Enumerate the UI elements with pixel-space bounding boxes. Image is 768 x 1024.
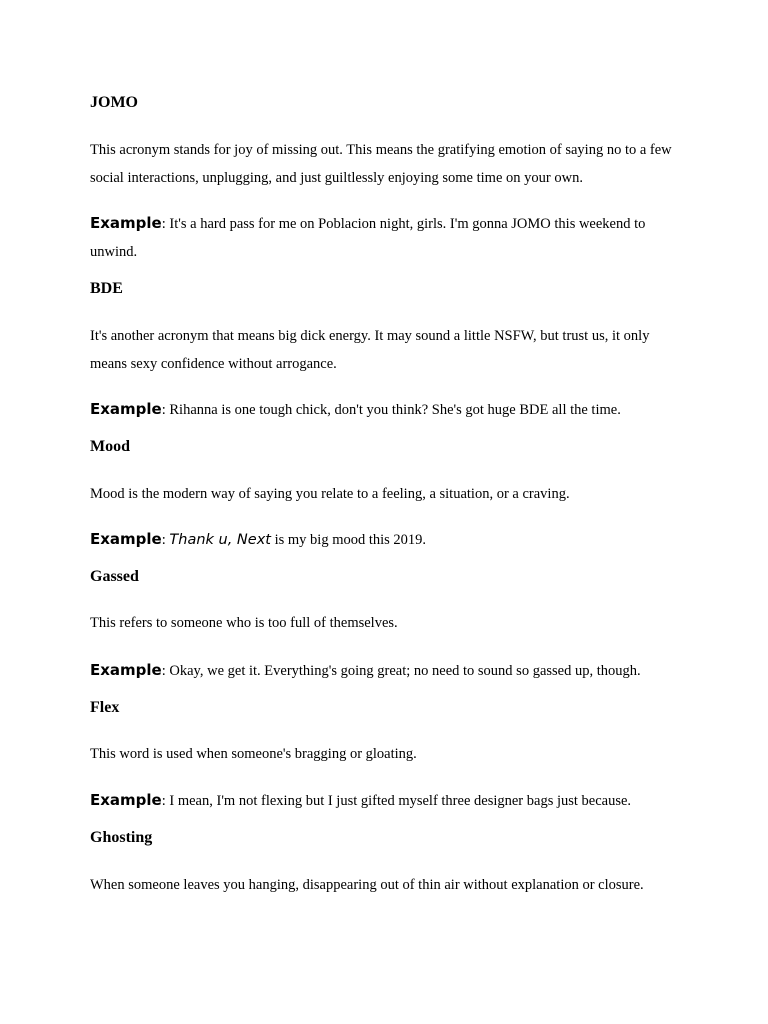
example-separator: : [161,663,170,679]
term-definition-ghosting: When someone leaves you hanging, disappearing out of thin air without explanation or closure. [90,877,644,893]
example-separator: : [161,216,170,232]
term-example-mood [90,525,426,554]
term-heading-jomo: JOMO [90,94,138,111]
example-text: It's a hard pass for me on Poblacion night, girls. I'm gonna JOMO this weekend to unwind. [90,216,646,260]
term-example-bde [90,395,621,424]
example-label: Example [90,530,162,548]
example-separator: : [161,402,170,418]
term-definition-gassed: This refers to someone who is too full of themselves. [90,615,398,631]
example-song-title: Thank u, Next [169,532,271,548]
term-heading-bde: BDE [90,280,123,297]
term-definition-mood: Mood is the modern way of saying you relate to a feeling, a situation, or a craving. [90,486,570,502]
term-heading-ghosting: Ghosting [90,829,153,846]
example-separator: : [161,532,170,548]
example-text: is my big mood this 2019. [270,532,427,548]
term-definition-jomo: This acronym stands for joy of missing out. This means the gratifying emotion of saying no to a few social interactions, unplugging, and just guiltlessly enjoying some time on your own. [90,142,672,186]
example-label: Example [90,791,162,809]
example-label: Example [90,214,162,232]
term-example-jomo [90,209,690,266]
term-heading-flex: Flex [90,699,120,716]
example-text: Okay, we get it. Everything's going great; no need to sound so gassed up, though. [169,663,641,679]
term-heading-mood: Mood [90,438,130,455]
example-label: Example [90,661,162,679]
term-definition-bde: It's another acronym that means big dick energy. It may sound a little NSFW, but trust us, it only means sexy confidence without arrogance. [90,328,650,372]
term-example-gassed [90,656,641,685]
term-definition-flex: This word is used when someone's bragging or gloating. [90,746,417,762]
example-separator: : [161,793,170,809]
example-text: I mean, I'm not flexing but I just gifted myself three designer bags just because. [169,793,632,809]
example-text: Rihanna is one tough chick, don't you think? She's got huge BDE all the time. [169,402,621,418]
example-label: Example [90,400,162,418]
term-example-flex [90,786,631,815]
term-heading-gassed: Gassed [90,568,139,585]
